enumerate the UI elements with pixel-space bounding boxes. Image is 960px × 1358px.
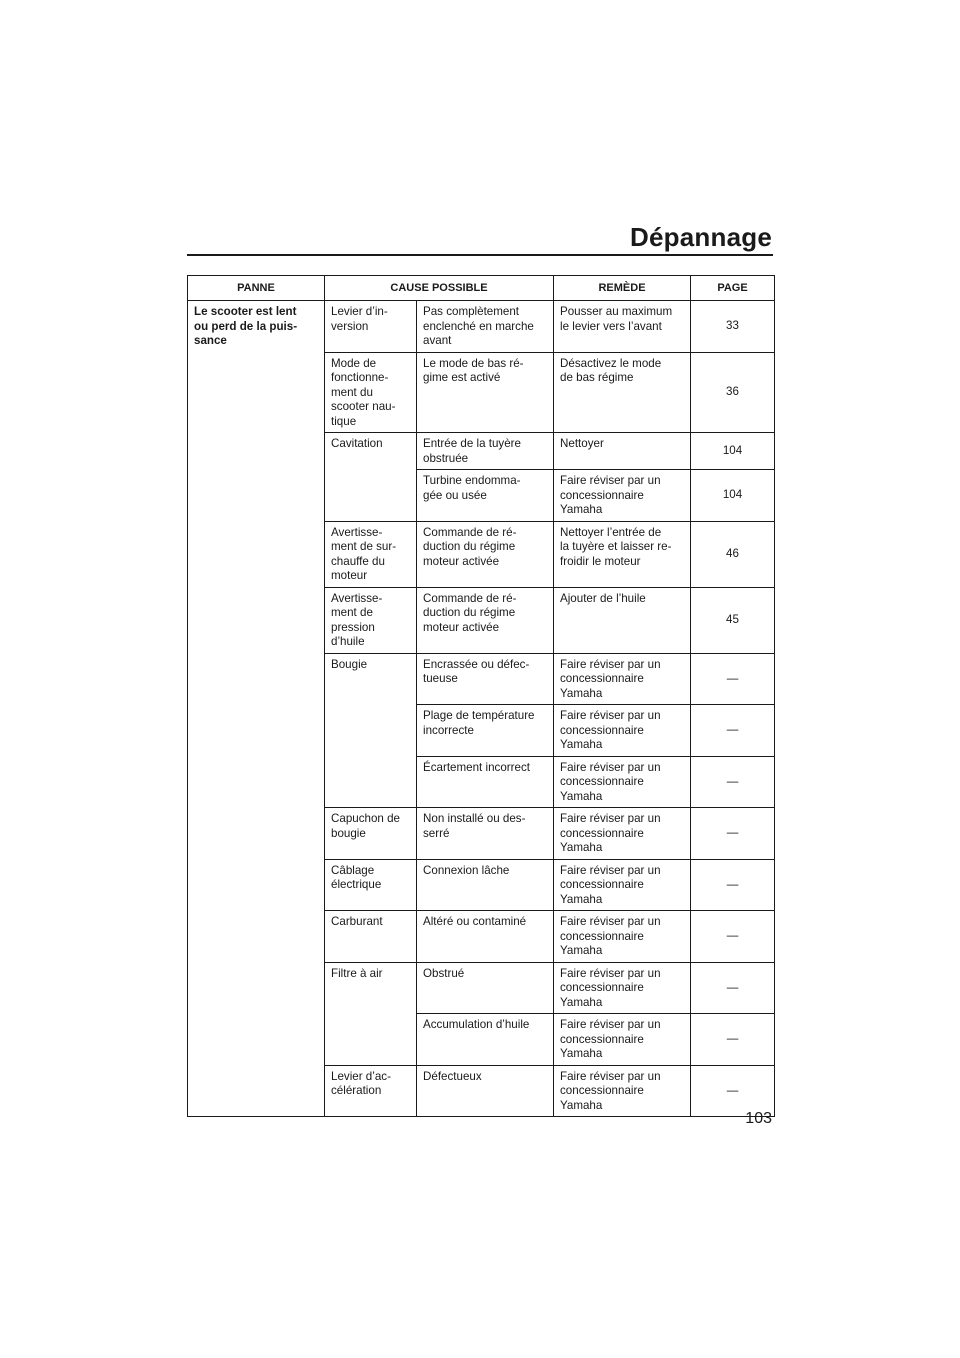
remede-cell: Ajouter de l’huile	[554, 587, 691, 653]
page-cell: —	[691, 911, 775, 963]
remede-cell: Nettoyer l’entrée de la tuyère et laisser re- froidir le moteur	[554, 521, 691, 587]
detail-cell: Connexion lâche	[417, 859, 554, 911]
remede-cell: Nettoyer	[554, 433, 691, 470]
cause-cell: Câblage électrique	[325, 859, 417, 911]
remede-cell: Faire réviser par un concessionnaire Yamaha	[554, 756, 691, 808]
cause-cell: Avertisse- ment de sur- chauffe du moteur	[325, 521, 417, 587]
detail-cell: Pas complètement enclenché en marche avant	[417, 301, 554, 353]
page-cell: —	[691, 962, 775, 1014]
detail-cell: Turbine endomma- gée ou usée	[417, 470, 554, 522]
detail-cell: Défectueux	[417, 1065, 554, 1117]
page-number: 103	[745, 1110, 772, 1127]
page-cell: —	[691, 1014, 775, 1066]
remede-cell: Faire réviser par un concessionnaire Yamaha	[554, 470, 691, 522]
page-cell: —	[691, 653, 775, 705]
cause-cell: Levier d’ac- célération	[325, 1065, 417, 1117]
detail-cell: Écartement incorrect	[417, 756, 554, 808]
cause-cell: Cavitation	[325, 433, 417, 522]
remede-cell: Faire réviser par un concessionnaire Yamaha	[554, 911, 691, 963]
detail-cell: Le mode de bas ré- gime est activé	[417, 352, 554, 433]
header-remede: REMÈDE	[554, 276, 691, 301]
remede-cell: Faire réviser par un concessionnaire Yamaha	[554, 705, 691, 757]
remede-cell: Pousser au maximum le levier vers l’avant	[554, 301, 691, 353]
page-cell: 104	[691, 433, 775, 470]
header-panne: PANNE	[188, 276, 325, 301]
remede-cell: Faire réviser par un concessionnaire Yamaha	[554, 962, 691, 1014]
remede-cell: Faire réviser par un concessionnaire Yamaha	[554, 1065, 691, 1117]
header-cause: CAUSE POSSIBLE	[325, 276, 554, 301]
cause-cell: Capuchon de bougie	[325, 808, 417, 860]
cause-cell: Avertisse- ment de pression d’huile	[325, 587, 417, 653]
title-divider	[187, 254, 773, 256]
detail-cell: Obstrué	[417, 962, 554, 1014]
panne-cell: Le scooter est lent ou perd de la puis- sance	[188, 301, 325, 1117]
page-cell: —	[691, 808, 775, 860]
page-cell: —	[691, 756, 775, 808]
page-cell: —	[691, 705, 775, 757]
page-cell: 36	[691, 352, 775, 433]
detail-cell: Commande de ré- duction du régime moteur activée	[417, 587, 554, 653]
detail-cell: Non installé ou des- serré	[417, 808, 554, 860]
detail-cell: Accumulation d’huile	[417, 1014, 554, 1066]
remede-cell: Désactivez le mode de bas régime	[554, 352, 691, 433]
remede-cell: Faire réviser par un concessionnaire Yamaha	[554, 808, 691, 860]
header-page: PAGE	[691, 276, 775, 301]
detail-cell: Plage de température incorrecte	[417, 705, 554, 757]
cause-cell: Mode de fonctionne- ment du scooter nau- tique	[325, 352, 417, 433]
table-header-row	[188, 276, 775, 301]
page-title: Dépannage	[630, 222, 772, 252]
remede-cell: Faire réviser par un concessionnaire Yamaha	[554, 1014, 691, 1066]
cause-cell: Carburant	[325, 911, 417, 963]
remede-cell: Faire réviser par un concessionnaire Yamaha	[554, 859, 691, 911]
table-row	[188, 301, 775, 353]
page-cell: 104	[691, 470, 775, 522]
remede-cell: Faire réviser par un concessionnaire Yamaha	[554, 653, 691, 705]
page-cell: 46	[691, 521, 775, 587]
detail-cell: Encrassée ou défec- tueuse	[417, 653, 554, 705]
cause-cell: Bougie	[325, 653, 417, 808]
cause-cell: Levier d’in- version	[325, 301, 417, 353]
troubleshooting-table	[187, 275, 775, 1117]
page-cell: 45	[691, 587, 775, 653]
detail-cell: Entrée de la tuyère obstruée	[417, 433, 554, 470]
cause-cell: Filtre à air	[325, 962, 417, 1065]
page-cell: —	[691, 859, 775, 911]
detail-cell: Altéré ou contaminé	[417, 911, 554, 963]
page-cell: —	[691, 1065, 775, 1117]
detail-cell: Commande de ré- duction du régime moteur activée	[417, 521, 554, 587]
page-cell: 33	[691, 301, 775, 353]
